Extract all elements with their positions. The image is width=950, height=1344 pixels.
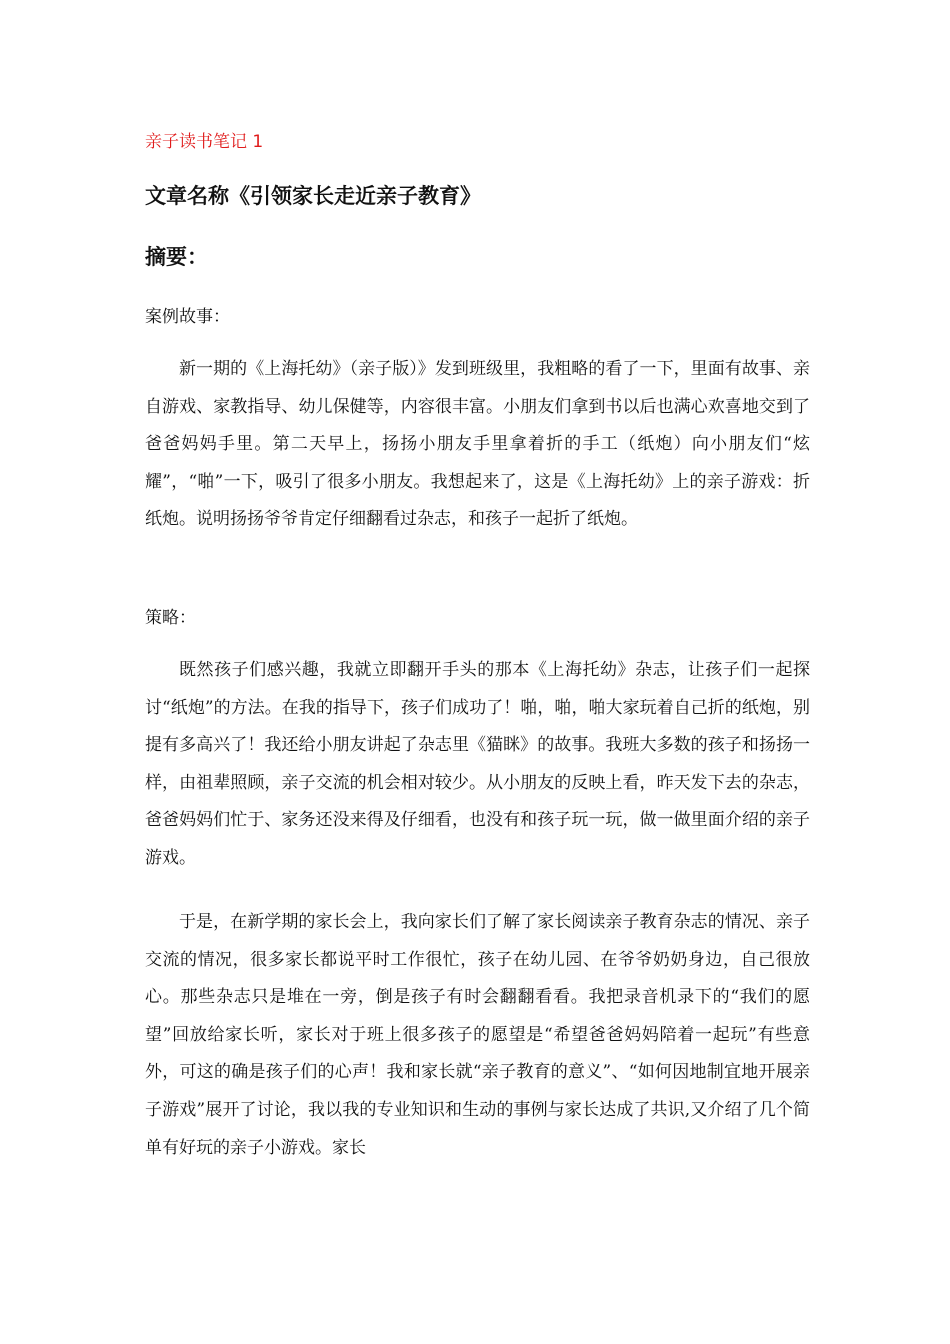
document-label: 亲子读书笔记 1 (145, 132, 264, 152)
case-story-paragraph: 新一期的《上海托幼》（亲子版）》发到班级里，我粗略的看了一下，里面有故事、亲自游戏、家教指导、幼儿保健等，内容很丰富。小朋友们拿到书以后也满心欢喜地交到了爸爸妈妈手里。第二天早上，扬扬小朋友手里拿着折的手工（纸炮）向小朋友们“炫耀”，“啪”一下，吸引了很多小朋友。我想起来了，这是《上海托幼》上的亲子游戏：折纸炮。说明扬扬爷爷肯定仔细翻看过杂志，和孩子一起折了纸炮。 (145, 359, 810, 530)
document-title: 文章名称《引领家长走近亲子教育》 (145, 184, 481, 208)
strategy-paragraph-1: 既然孩子们感兴趣，我就立即翻开手头的那本《上海托幼》杂志，让孩子们一起探讨“纸炮”的方法。在我的指导下，孩子们成功了！啪，啪，啪大家玩着自己折的纸炮，别提有多高兴了！我还给小朋友讲起了杂志里《猫眯》的故事。我班大多数的孩子和扬扬一样，由祖辈照顾，亲子交流的机会相对较少。从小朋友的反映上看，昨天发下去的杂志，爸爸妈妈们忙于、家务还没来得及仔细看，也没有和孩子玩一玩，做一做里面介绍的亲子游戏。 (145, 660, 810, 868)
case-story-label: 案例故事： (145, 307, 230, 327)
strategy-label: 策略： (145, 608, 196, 628)
abstract-heading: 摘要： (145, 245, 208, 269)
strategy-paragraph-2: 于是，在新学期的家长会上，我向家长们了解了家长阅读亲子教育杂志的情况、亲子交流的情况，很多家长都说平时工作很忙，孩子在幼儿园、在爷爷奶奶身边，自己很放心。那些杂志只是堆在一旁，倒是孩子有时会翻翻看看。我把录音机录下的“我们的愿望”回放给家长听，家长对于班上很多孩子的愿望是“希望爸爸妈妈陪着一起玩”有些意外，可这的确是孩子们的心声！我和家长就“亲子教育的意义”、“如何因地制宜地开展亲子游戏”展开了讨论，我以我的专业知识和生动的事例与家长达成了共识,又介绍了几个简单有好玩的亲子小游戏。家长 (145, 912, 810, 1158)
